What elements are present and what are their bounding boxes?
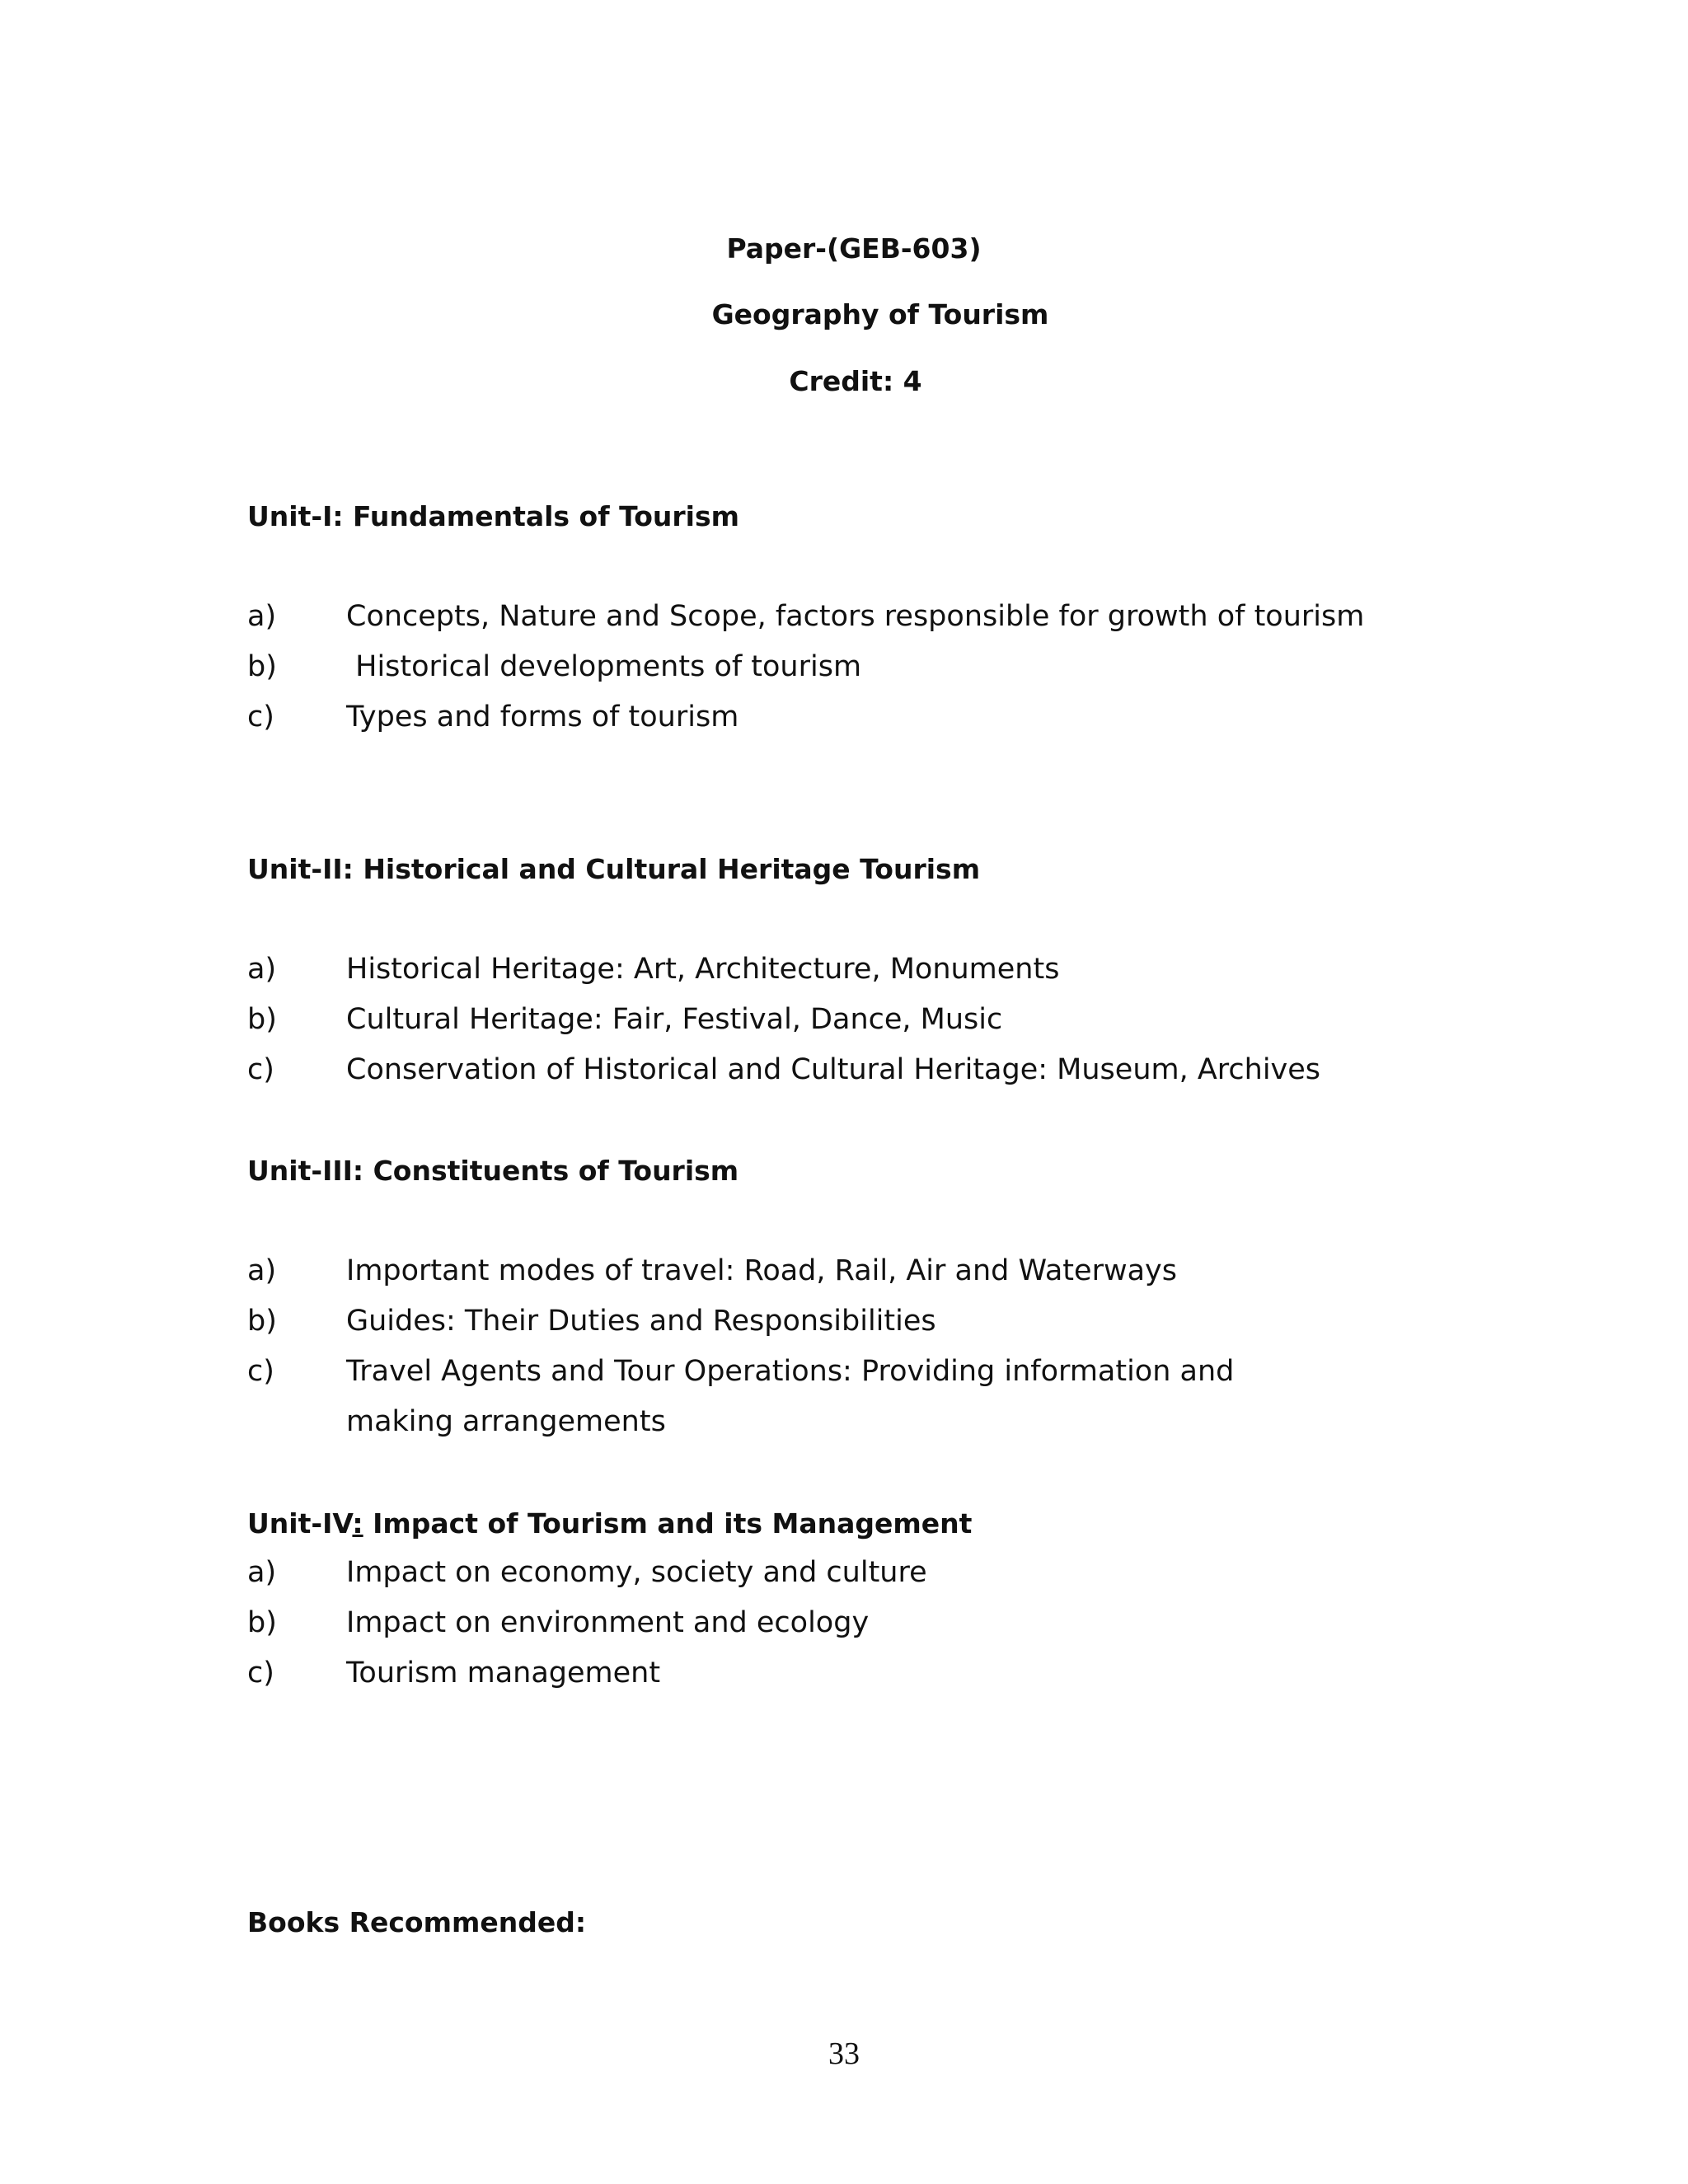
books-recommended-heading: Books Recommended:: [247, 1906, 587, 1938]
item-text: Guides: Their Duties and Responsibilities: [346, 1305, 936, 1338]
unit-2-item-c: [247, 1045, 1484, 1095]
item-text: Impact on environment and ecology: [346, 1606, 870, 1639]
unit-1-item-a: [247, 592, 1484, 642]
item-text: Cultural Heritage: Fair, Festival, Dance, Music: [346, 1003, 1003, 1036]
item-marker: a): [247, 1254, 277, 1287]
unit-1-item-c: [247, 692, 1484, 743]
item-marker: c): [247, 1657, 274, 1690]
item-marker: b): [247, 1606, 277, 1639]
unit-3-item-b: [247, 1296, 1484, 1347]
item-marker: c): [247, 1053, 274, 1086]
unit-2-heading: Unit-II: Historical and Cultural Heritage Tourism: [247, 853, 981, 885]
paper-title: Geography of Tourism: [711, 298, 1049, 330]
item-text: Conservation of Historical and Cultural Heritage: Museum, Archives: [346, 1053, 1321, 1086]
unit-4-item-b: [247, 1598, 1484, 1648]
item-marker: b): [247, 1003, 277, 1036]
item-marker: a): [247, 1556, 277, 1589]
item-marker: a): [247, 953, 277, 986]
item-marker: b): [247, 1305, 277, 1338]
item-marker: c): [247, 1355, 274, 1388]
item-marker: a): [247, 600, 277, 633]
unit-4-heading: [247, 1507, 972, 1540]
item-text: Types and forms of tourism: [346, 701, 739, 733]
unit-1-heading: Unit-I: Fundamentals of Tourism: [247, 500, 739, 532]
unit-3-item-a: [247, 1246, 1484, 1296]
unit-4-heading-suffix: Impact of Tourism and its Management: [363, 1507, 973, 1540]
credit-label: Credit: 4: [789, 365, 922, 397]
unit-3-item-c: [247, 1347, 1335, 1447]
item-text: Historical Heritage: Art, Architecture, Monuments: [346, 953, 1060, 986]
unit-2-item-a: [247, 944, 1484, 995]
item-text: Historical developments of tourism: [346, 650, 862, 683]
unit-4-item-a: [247, 1548, 1484, 1598]
page-number: 33: [828, 2036, 860, 2071]
item-text: Travel Agents and Tour Operations: Providing information and making arrangements: [346, 1355, 1235, 1438]
item-marker: b): [247, 650, 277, 683]
unit-4-heading-colon: :: [352, 1507, 363, 1540]
unit-1-item-b: [247, 642, 1484, 692]
paper-code: Paper-(GEB-603): [726, 232, 982, 265]
item-text: Important modes of travel: Road, Rail, Air and Waterways: [346, 1254, 1177, 1287]
unit-3-heading: Unit-III: Constituents of Tourism: [247, 1155, 739, 1187]
item-text: Concepts, Nature and Scope, factors responsible for growth of tourism: [346, 600, 1365, 633]
item-marker: c): [247, 701, 274, 733]
item-text: Impact on economy, society and culture: [346, 1556, 927, 1589]
unit-2-item-b: [247, 995, 1484, 1045]
item-text: Tourism management: [346, 1657, 661, 1690]
unit-4-heading-prefix: Unit-IV: [247, 1507, 353, 1540]
unit-4-item-c: [247, 1648, 1484, 1699]
